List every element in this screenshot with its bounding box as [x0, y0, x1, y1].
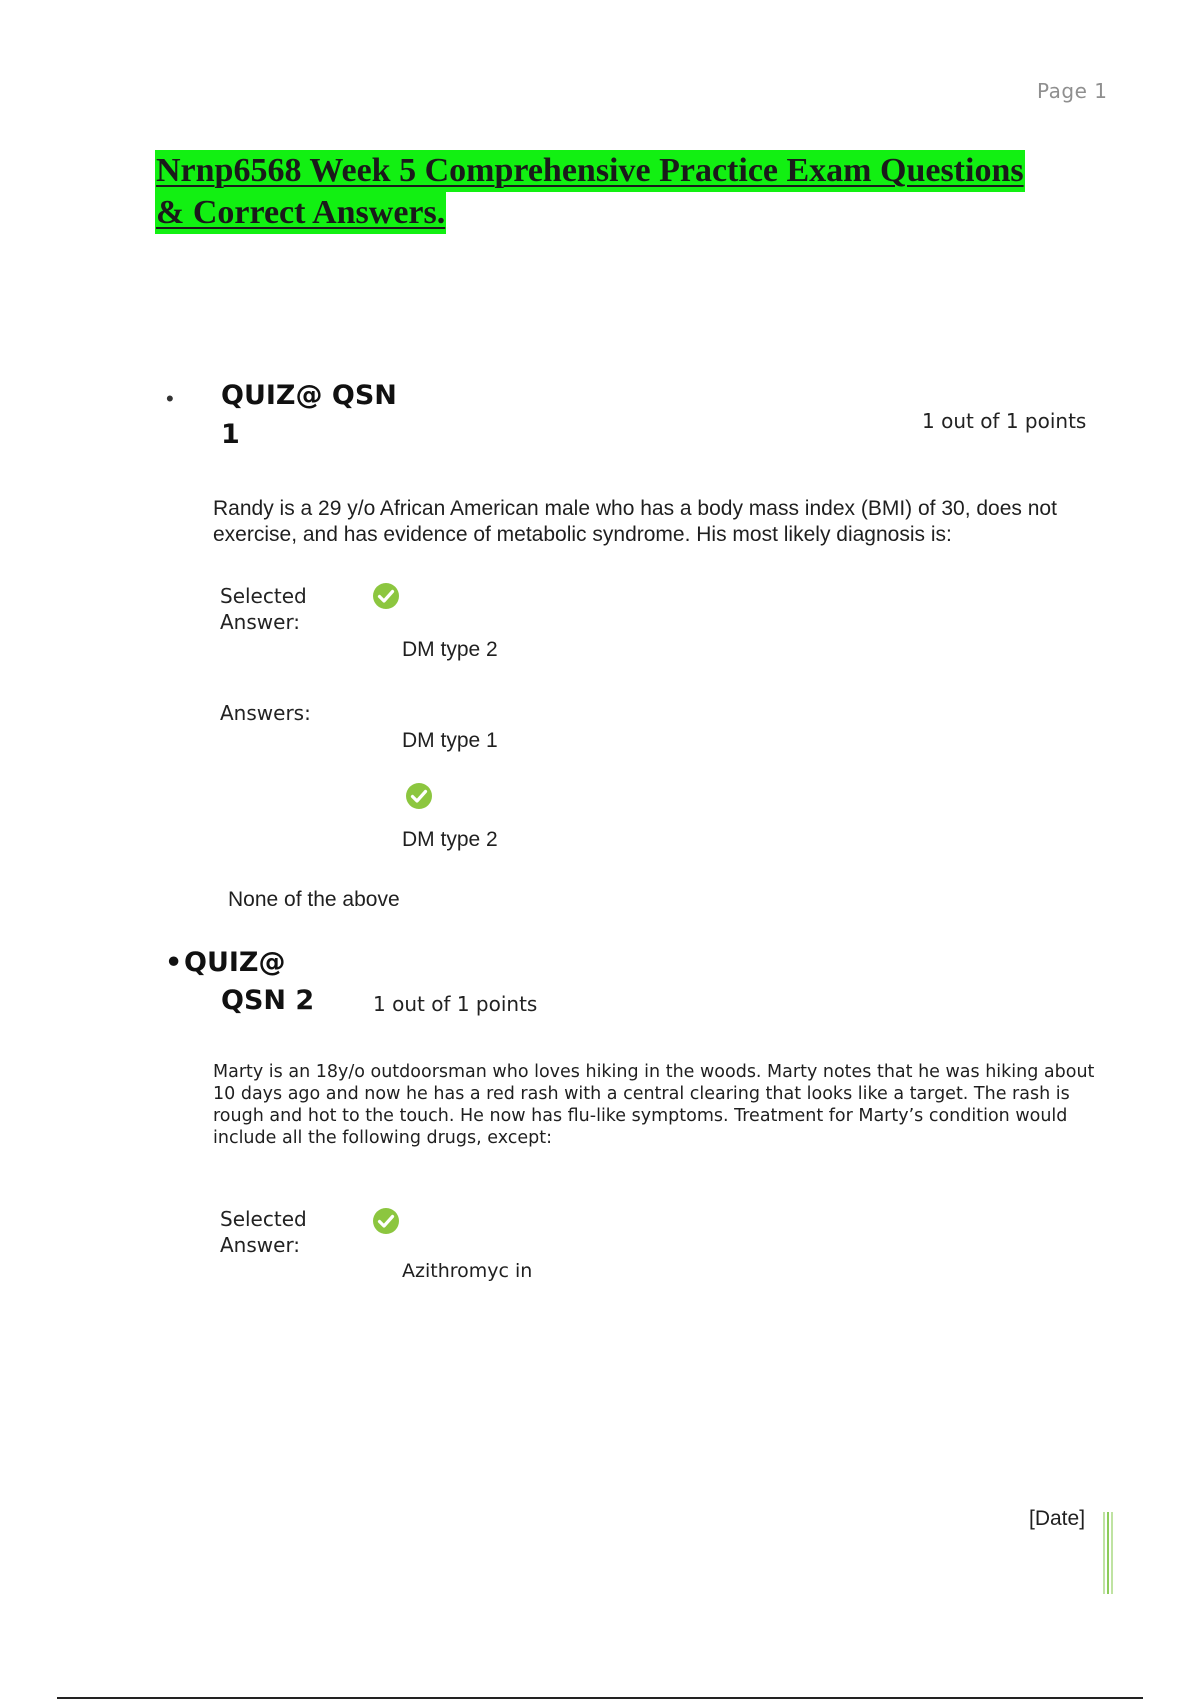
correct-check-icon: [372, 582, 400, 610]
question-prompt-line: Randy is a 29 y/o African American male who has a body mass index (BMI) of 30, does not: [213, 497, 1057, 520]
title-line-2: & Correct Answers.: [155, 192, 446, 234]
bullet: •: [165, 947, 183, 978]
footer-rule: [57, 1697, 1143, 1699]
selected-answer-value: Azithromyc in: [402, 1260, 533, 1282]
selected-answer-label: Selected: [220, 584, 307, 608]
question-prompt-line: exercise, and has evidence of metabolic syndrome. His most likely diagnosis is:: [213, 523, 952, 546]
question-prompt-line: include all the following drugs, except:: [213, 1128, 553, 1148]
footer-accent-bar: [1103, 1512, 1105, 1594]
date-placeholder: [Date]: [1029, 1507, 1086, 1530]
question-heading: QUIZ@: [184, 947, 286, 978]
answer-option: None of the above: [228, 888, 400, 911]
title-line-1: Nrnp6568 Week 5 Comprehensive Practice Exam Questions: [155, 150, 1025, 192]
question-points: 1 out of 1 points: [373, 992, 538, 1016]
selected-answer-label: Answer:: [220, 610, 301, 634]
page-number: Page 1: [1037, 79, 1108, 103]
question-heading: QUIZ@ QSN: [221, 380, 397, 411]
bullet: •: [166, 386, 174, 411]
selected-answer-label: Selected: [220, 1207, 307, 1231]
footer-accent-bar: [1111, 1512, 1113, 1594]
question-prompt-line: Marty is an 18y/o outdoorsman who loves hiking in the woods. Marty notes that he was hiking about: [213, 1062, 1095, 1082]
correct-check-icon: [405, 782, 433, 810]
question-points: 1 out of 1 points: [922, 409, 1087, 433]
question-prompt-line: rough and hot to the touch. He now has flu-like symptoms. Treatment for Marty’s condition would: [213, 1106, 1068, 1126]
question-number: 1: [221, 419, 240, 450]
selected-answer-label: Answer:: [220, 1233, 301, 1257]
correct-check-icon: [372, 1207, 400, 1235]
document-title: [155, 150, 1085, 234]
answer-option-correct: DM type 2: [402, 828, 498, 851]
answers-label: Answers:: [220, 701, 311, 725]
question-number: QSN 2: [221, 985, 315, 1016]
footer-accent-bar: [1107, 1512, 1109, 1594]
answer-option: DM type 1: [402, 729, 498, 752]
selected-answer-value: DM type 2: [402, 638, 498, 661]
question-prompt-line: 10 days ago and now he has a red rash with a central clearing that looks like a target. The rash is: [213, 1084, 1070, 1104]
